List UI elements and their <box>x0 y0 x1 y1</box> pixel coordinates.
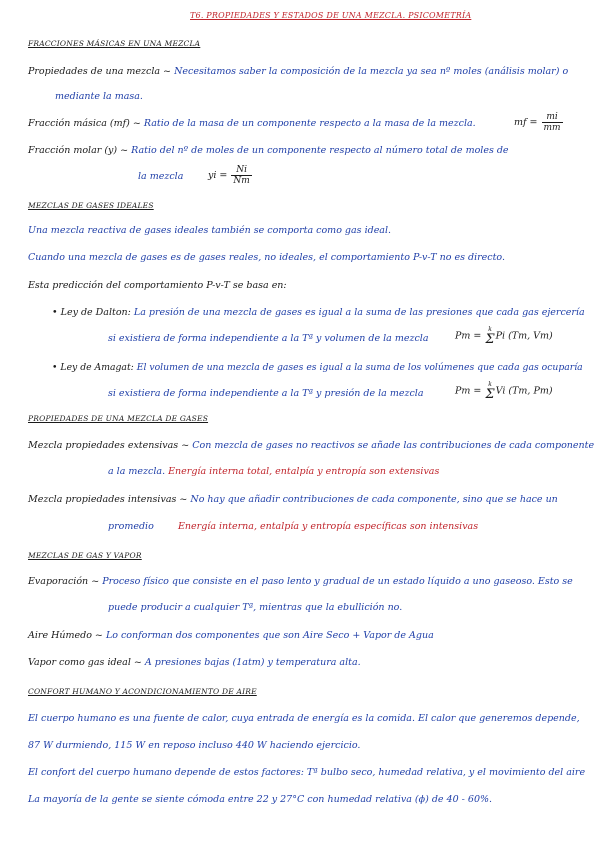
line-intensivas <box>28 494 558 506</box>
formula-dalton-left: Pm = <box>455 330 482 342</box>
formula-dalton <box>455 326 553 346</box>
line-propiedades <box>28 66 568 78</box>
line-amagat <box>52 362 583 374</box>
text-gases-3: Esta predicción del comportamiento P-v-T se basa en: <box>28 280 287 291</box>
heading-fracciones: FRACCIONES MÁSICAS EN UNA MEZCLA <box>28 39 201 48</box>
text-fraccion-molar-cont: la mezcla <box>138 171 184 182</box>
formula-mf-left: mf = <box>514 117 538 128</box>
text-confort-4: La mayoría de la gente se siente cómoda entre 22 y 27°C con humedad relativa (ϕ) de 40 - 60%. <box>28 794 493 805</box>
text-fraccion-masica: Ratio de la masa de un componente respecto a la masa de la mezcla. <box>143 118 476 129</box>
text-confort-3: El confort del cuerpo humano depende de estos factores: Tª bulbo seco, humedad relativa, y el movimiento del aire <box>28 767 586 778</box>
text-intensivas: No hay que añadir contribuciones de cada componente, sino que se hace un <box>190 494 558 505</box>
line-extensivas-cont <box>108 466 439 478</box>
label-fraccion-masica: Fracción másica (mf) ~ <box>28 118 141 129</box>
heading-propiedades: PROPIEDADES DE UNA MEZCLA DE GASES <box>28 414 209 423</box>
line-fraccion-masica <box>28 118 476 130</box>
formula-dalton-right: Pi (Tm, Vm) <box>495 330 553 342</box>
formula-amagat <box>455 381 553 401</box>
line-evaporacion <box>28 576 573 588</box>
label-extensivas: Mezcla propiedades extensivas ~ <box>28 440 190 451</box>
text-fraccion-molar: Ratio del nº de moles de un componente respecto al número total de moles de <box>131 145 509 156</box>
text-extensivas-red: Energía interna total, entalpía y entropía son extensivas <box>168 466 440 477</box>
formula-mf-den: mm <box>543 123 561 133</box>
text-extensivas: Con mezcla de gases no reactivos se añade las contribuciones de cada componente <box>192 440 595 451</box>
heading-confort: CONFORT HUMANO Y ACONDICIONAMIENTO DE AIRE <box>28 687 257 696</box>
label-propiedades: Propiedades de una mezcla ~ <box>28 66 172 77</box>
bullet-icon: • <box>52 307 58 318</box>
text-extensivas-cont: a la mezcla. <box>108 466 166 477</box>
text-vapor-gas: A presiones bajas (1atm) y temperatura alta. <box>144 657 361 668</box>
label-amagat: Ley de Amagat: <box>60 362 134 373</box>
text-propiedades-cont: mediante la masa. <box>55 91 143 102</box>
text-evaporacion: Proceso físico que consiste en el paso lento y gradual de un estado líquido a uno gaseoso. Esto se <box>102 576 573 587</box>
formula-mf-num: mi <box>542 112 563 123</box>
text-amagat-cont: si existiera de forma independiente a la Tª y presión de la mezcla <box>108 388 424 399</box>
formula-yi <box>208 165 252 186</box>
sigma-icon: Σ <box>485 387 495 402</box>
sigma-icon: Σ <box>485 332 495 347</box>
heading-gases-ideales: MEZCLAS DE GASES IDEALES <box>28 201 154 210</box>
text-amagat: El volumen de una mezcla de gases es igual a la suma de los volúmenes que cada gas ocuparía <box>136 362 583 373</box>
label-evaporacion: Evaporación ~ <box>28 576 100 587</box>
formula-dalton-sum-top: k <box>488 326 492 333</box>
formula-amagat-right: Vi (Tm, Pm) <box>495 385 553 397</box>
formula-yi-den: Nm <box>233 176 250 186</box>
formula-amagat-left: Pm = <box>455 385 482 397</box>
formula-yi-left: yi = <box>208 170 228 181</box>
heading-gas-vapor: MEZCLAS DE GAS Y VAPOR <box>28 551 142 560</box>
line-vapor-gas <box>28 657 361 669</box>
text-evaporacion-cont: puede producir a cualquier Tª, mientras que la ebullición no. <box>108 602 403 613</box>
line-dalton <box>52 307 585 319</box>
label-dalton: Ley de Dalton: <box>60 307 131 318</box>
line-extensivas <box>28 440 594 452</box>
label-vapor-gas: Vapor como gas ideal ~ <box>28 657 142 668</box>
text-aire-humedo: Lo conforman dos componentes que son Aire Seco + Vapor de Agua <box>105 630 434 641</box>
text-dalton: La presión de una mezcla de gases es igual a la suma de las presiones que cada gas ejercería <box>133 307 585 318</box>
label-fraccion-molar: Fracción molar (y) ~ <box>28 145 129 156</box>
label-intensivas: Mezcla propiedades intensivas ~ <box>28 494 188 505</box>
formula-yi-num: Ni <box>231 165 251 176</box>
text-gases-2: Cuando una mezcla de gases es de gases reales, no ideales, el comportamiento P-v-T no es directo. <box>28 252 506 263</box>
text-confort-2: 87 W durmiendo, 115 W en reposo incluso 440 W haciendo ejercicio. <box>28 740 361 751</box>
label-aire-humedo: Aire Húmedo ~ <box>28 630 103 641</box>
text-propiedades: Necesitamos saber la composición de la mezcla ya sea nº moles (análisis molar) o <box>174 66 569 77</box>
text-intensivas-red: Energía interna, entalpía y entropía específicas son intensivas <box>178 521 479 532</box>
bullet-icon: • <box>52 362 58 373</box>
page-title: T6. PROPIEDADES Y ESTADOS DE UNA MEZCLA. PSICOMETRÍA <box>190 11 472 20</box>
text-dalton-cont: si existiera de forma independiente a la Tª y volumen de la mezcla <box>108 333 429 344</box>
line-fraccion-molar <box>28 145 509 157</box>
text-confort-1: El cuerpo humano es una fuente de calor, cuya entrada de energía es la comida. El calor que generemos depende, <box>28 713 580 724</box>
text-intensivas-cont: promedio <box>108 521 154 532</box>
text-gases-1: Una mezcla reactiva de gases ideales también se comporta como gas ideal. <box>28 225 392 236</box>
line-aire-humedo <box>28 630 434 642</box>
formula-mf <box>514 112 563 133</box>
formula-amagat-sum-top: k <box>488 381 492 388</box>
